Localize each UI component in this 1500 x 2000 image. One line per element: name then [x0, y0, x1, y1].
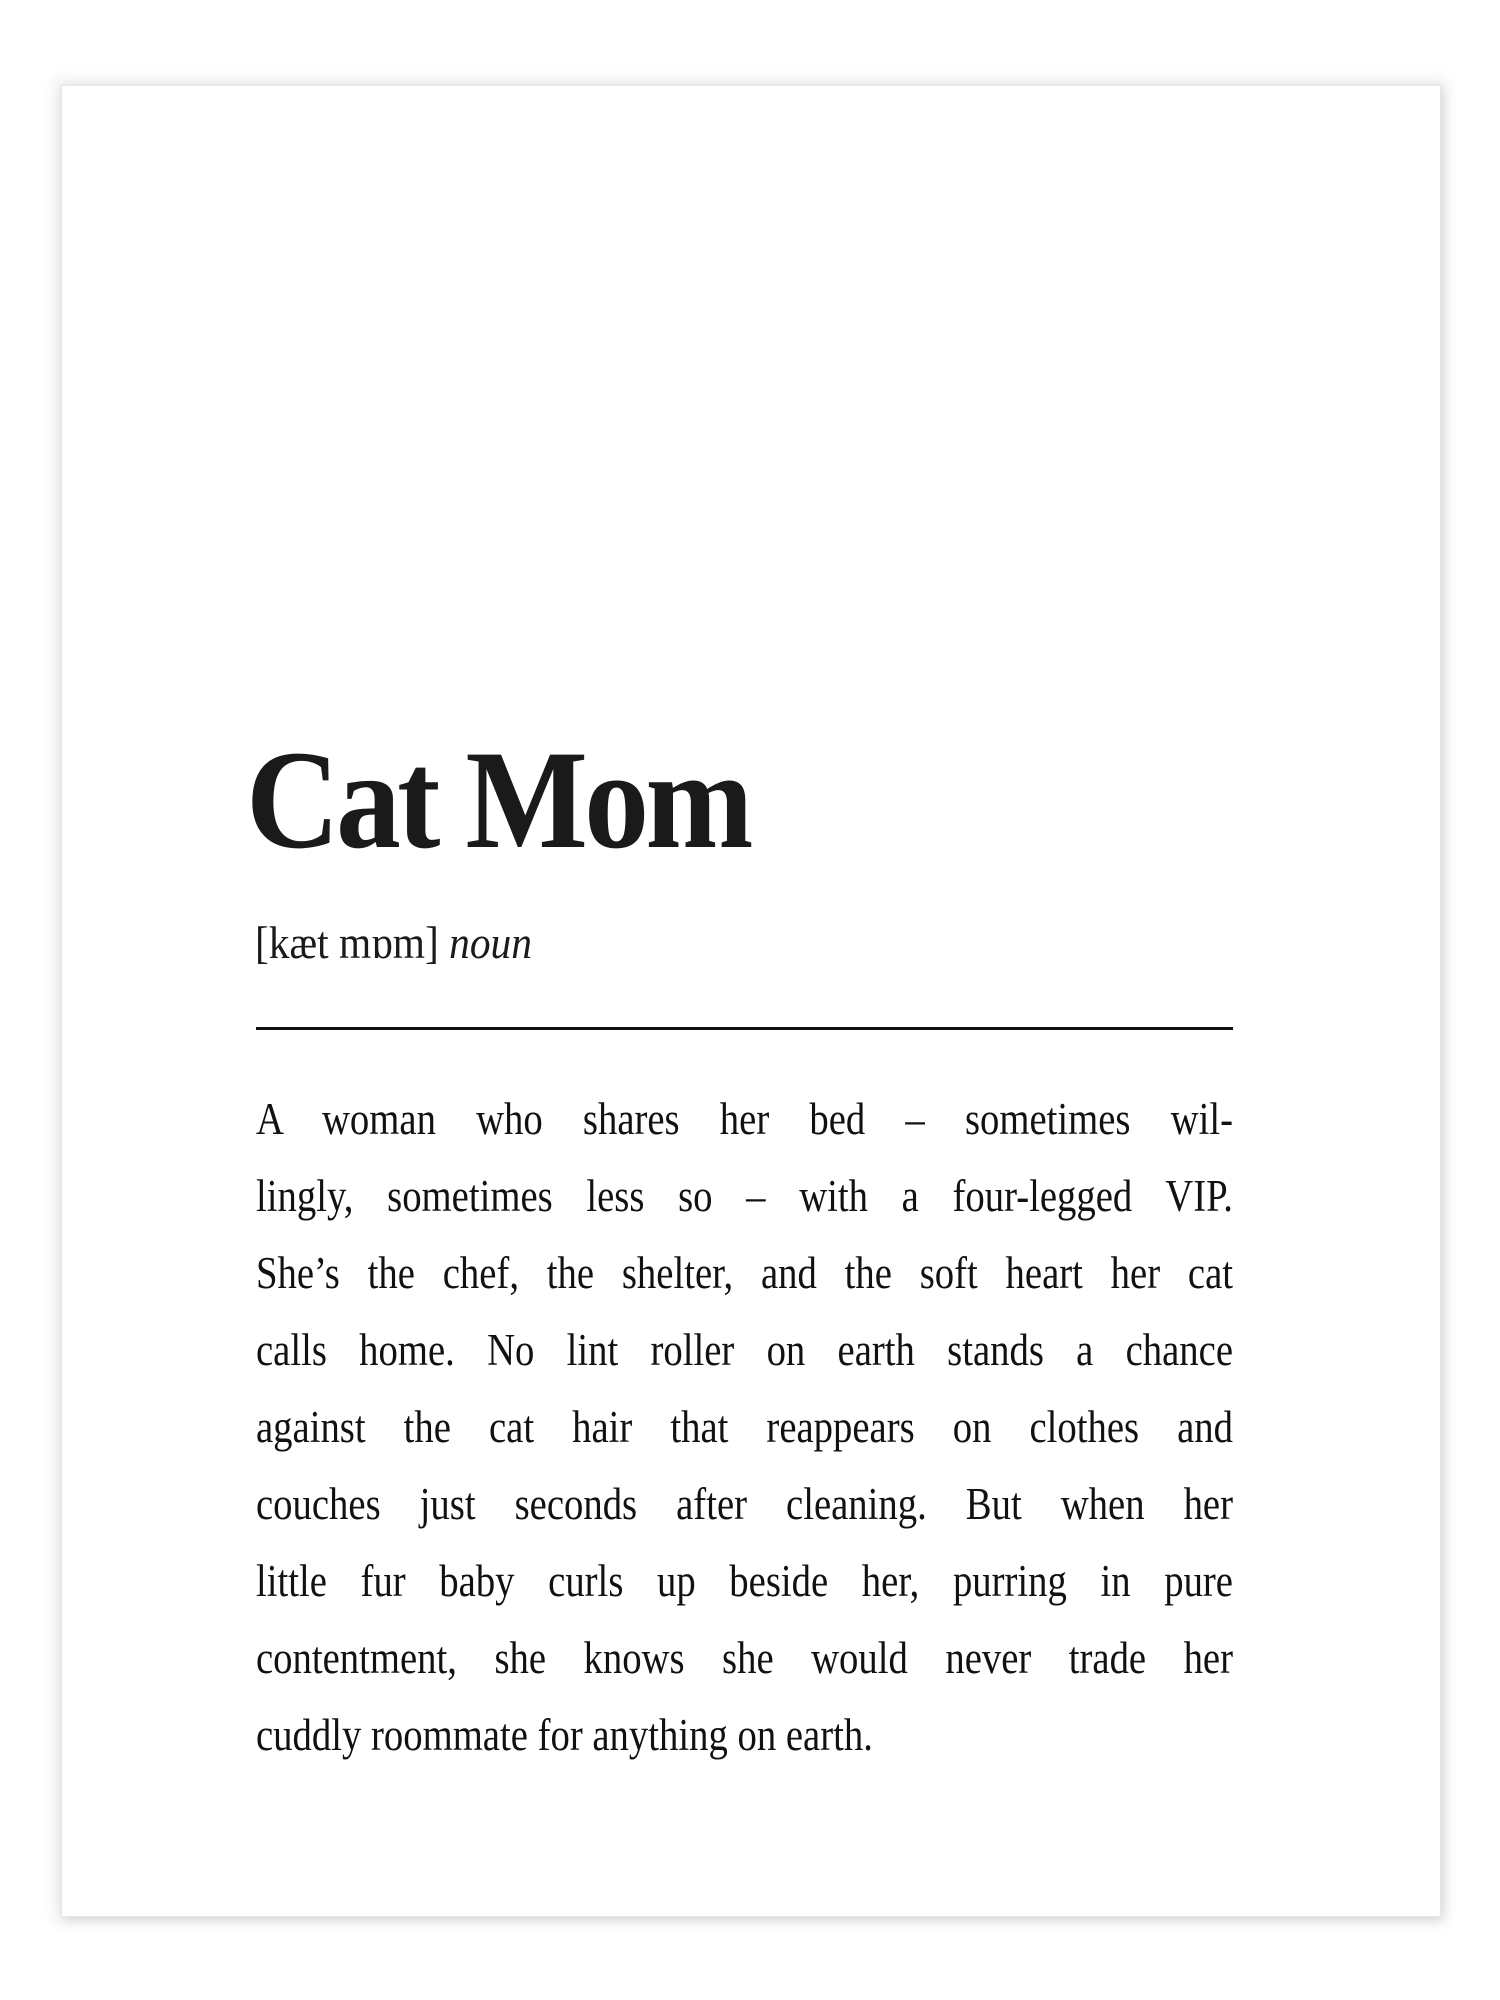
- definition-line: [256, 1324, 1233, 1401]
- definition-line-text: lingly, sometimes less so – with a four-legged VIP.: [256, 1171, 1233, 1221]
- definition-line-text: calls home. No lint roller on earth stands a chance: [256, 1325, 1234, 1375]
- definition-line-text: couches just seconds after cleaning. But when her: [256, 1479, 1234, 1529]
- definition-line-text: She’s the chef, the shelter, and the soft heart her cat: [256, 1248, 1234, 1298]
- definition-line: [256, 1478, 1233, 1555]
- definition-line: [256, 1170, 1233, 1247]
- definition-line-text: little fur baby curls up beside her, purring in pure: [256, 1556, 1234, 1606]
- definition-line-text: cuddly roommate for anything on earth.: [256, 1710, 873, 1760]
- definition-line-text: A woman who shares her bed – sometimes wil-: [256, 1094, 1234, 1144]
- definition-line: [256, 1555, 1233, 1632]
- pronunciation-line: [255, 917, 532, 968]
- definition: [256, 1093, 1233, 1786]
- definition-line: [256, 1093, 1233, 1170]
- headword: Cat Mom: [246, 722, 750, 878]
- definition-line: [256, 1247, 1233, 1324]
- definition-line-text: contentment, she knows she would never trade her: [256, 1633, 1234, 1683]
- pronunciation: [kæt mɒm]: [255, 917, 439, 968]
- definition-line: [256, 1709, 1233, 1786]
- definition-line: [256, 1632, 1233, 1709]
- divider: [256, 1027, 1233, 1030]
- definition-line: [256, 1401, 1233, 1478]
- definition-line-text: against the cat hair that reappears on clothes and: [256, 1402, 1234, 1452]
- part-of-speech: noun: [449, 917, 532, 968]
